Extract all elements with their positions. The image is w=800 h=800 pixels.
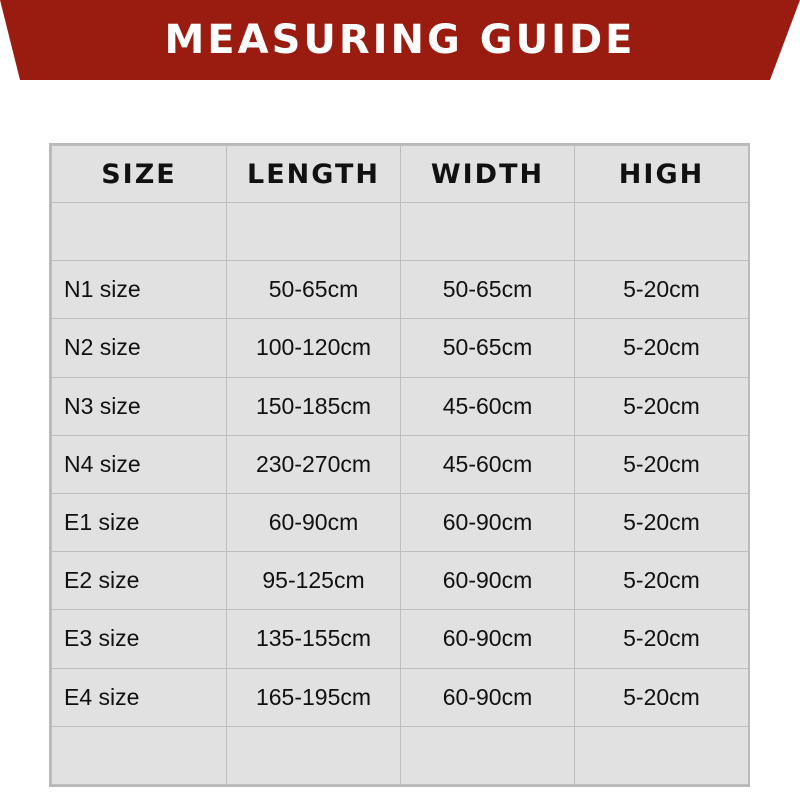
table-row (52, 319, 749, 377)
table-row (52, 668, 749, 726)
high-cell: 5-20cm (575, 493, 749, 551)
length-cell: 135-155cm (227, 610, 401, 668)
size-cell: E1 size (52, 493, 227, 551)
size-cell (52, 726, 227, 784)
high-cell (575, 203, 749, 261)
size-cell (52, 203, 227, 261)
length-cell: 60-90cm (227, 493, 401, 551)
high-cell: 5-20cm (575, 610, 749, 668)
width-cell: 60-90cm (401, 610, 575, 668)
size-cell: E3 size (52, 610, 227, 668)
length-cell: 50-65cm (227, 261, 401, 319)
length-cell: 95-125cm (227, 552, 401, 610)
header-length: LENGTH (227, 146, 401, 203)
table-row (52, 726, 749, 784)
high-cell (575, 726, 749, 784)
header-size: SIZE (52, 146, 227, 203)
length-cell: 150-185cm (227, 377, 401, 435)
header-width: WIDTH (401, 146, 575, 203)
table-row (52, 261, 749, 319)
title-banner (0, 0, 800, 80)
width-cell: 60-90cm (401, 552, 575, 610)
length-cell (227, 203, 401, 261)
high-cell: 5-20cm (575, 261, 749, 319)
table-row (52, 610, 749, 668)
table-row (52, 435, 749, 493)
size-cell: N1 size (52, 261, 227, 319)
table-row (52, 203, 749, 261)
high-cell: 5-20cm (575, 552, 749, 610)
width-cell: 60-90cm (401, 493, 575, 551)
size-cell: E2 size (52, 552, 227, 610)
high-cell: 5-20cm (575, 377, 749, 435)
high-cell: 5-20cm (575, 668, 749, 726)
page-title: MEASURING GUIDE (164, 17, 636, 63)
table-row (52, 377, 749, 435)
size-cell: N3 size (52, 377, 227, 435)
size-cell: E4 size (52, 668, 227, 726)
width-cell (401, 203, 575, 261)
high-cell: 5-20cm (575, 435, 749, 493)
width-cell: 60-90cm (401, 668, 575, 726)
length-cell: 165-195cm (227, 668, 401, 726)
size-table-container (49, 143, 750, 787)
size-cell: N2 size (52, 319, 227, 377)
table-header-row (52, 146, 749, 203)
length-cell: 230-270cm (227, 435, 401, 493)
width-cell (401, 726, 575, 784)
table-row (52, 493, 749, 551)
width-cell: 50-65cm (401, 319, 575, 377)
size-cell: N4 size (52, 435, 227, 493)
width-cell: 50-65cm (401, 261, 575, 319)
width-cell: 45-60cm (401, 377, 575, 435)
length-cell: 100-120cm (227, 319, 401, 377)
header-high: HIGH (575, 146, 749, 203)
high-cell: 5-20cm (575, 319, 749, 377)
length-cell (227, 726, 401, 784)
width-cell: 45-60cm (401, 435, 575, 493)
size-table (51, 145, 749, 785)
table-row (52, 552, 749, 610)
